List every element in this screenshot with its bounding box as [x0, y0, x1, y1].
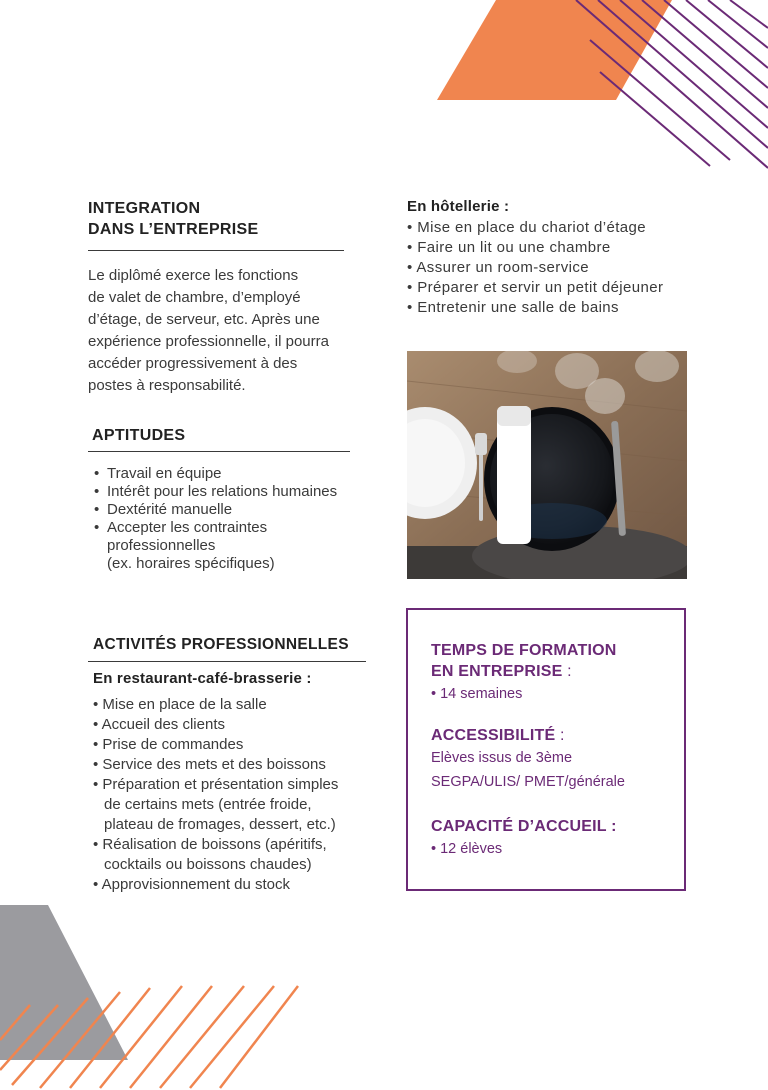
accessibilite-title	[431, 725, 625, 746]
hotellerie-item: • Préparer et servir un petit déjeuner	[407, 279, 664, 296]
temps-formation-title-line2	[431, 661, 617, 682]
integration-title-line1: INTEGRATION	[88, 200, 201, 217]
bottom-left-decoration	[0, 900, 400, 1090]
integration-line: d’étage, de serveur, etc. Après une	[88, 311, 320, 328]
temps-formation-title-line1: TEMPS DE FORMATION	[431, 642, 617, 659]
aptitudes-list	[94, 465, 394, 573]
integration-line: de valet de chambre, d’employé	[88, 289, 301, 306]
accessibilite-title-text: ACCESSIBILITÉ	[431, 727, 556, 744]
formation-info-box	[406, 608, 686, 891]
aptitudes-title: APTITUDES	[92, 427, 186, 444]
restaurant-item: • Approvisionnement du stock	[93, 876, 291, 893]
hotellerie-heading: En hôtellerie :	[407, 198, 510, 215]
aptitude-item: • Intérêt pour les relations humaines	[94, 483, 394, 501]
restaurant-item: • Préparation et présentation simples	[93, 776, 339, 793]
hotellerie-item: • Mise en place du chariot d’étage	[407, 219, 646, 236]
hotellerie-list	[407, 218, 747, 318]
aptitude-item: • Accepter les contraintes	[94, 519, 394, 537]
integration-line: postes à responsabilité.	[88, 377, 246, 394]
integration-rule	[88, 250, 344, 251]
restaurant-item: • Prise de commandes	[93, 736, 244, 753]
restaurant-list	[93, 695, 393, 895]
temps-formation-value: • 14 semaines	[431, 686, 523, 702]
restaurant-item: • Mise en place de la salle	[93, 696, 267, 713]
aptitude-continuation	[94, 537, 394, 573]
table-setting-photo	[407, 351, 687, 579]
temps-formation-block	[431, 640, 617, 706]
integration-line: Le diplômé exerce les fonctions	[88, 267, 299, 284]
hotellerie-item: • Entretenir une salle de bains	[407, 299, 619, 316]
restaurant-heading: En restaurant-café-brasserie :	[93, 670, 312, 687]
restaurant-item: • Accueil des clients	[93, 716, 225, 733]
activites-title: ACTIVITÉS PROFESSIONNELLES	[93, 636, 349, 653]
integration-line: accéder progressivement à des	[88, 355, 298, 372]
temps-formation-title-text: EN ENTREPRISE	[431, 663, 563, 680]
restaurant-item-continuation: cocktails ou boissons chaudes)	[104, 856, 312, 873]
temps-formation-colon: :	[567, 663, 572, 680]
table-setting-illustration	[407, 351, 687, 579]
gray-triangle-shape	[0, 905, 128, 1060]
accessibilite-value-line1: Elèves issus de 3ème	[431, 750, 573, 766]
aptitude-item: • Dextérité manuelle	[94, 501, 394, 519]
hotellerie-item: • Faire un lit ou une chambre	[407, 239, 611, 256]
restaurant-item: • Service des mets et des boissons	[93, 756, 326, 773]
activites-rule	[88, 661, 366, 662]
capacite-title: CAPACITÉ D’ACCUEIL :	[431, 818, 617, 835]
aptitude-continuation-line: professionnelles	[107, 537, 216, 554]
restaurant-item-continuation: plateau de fromages, dessert, etc.)	[104, 816, 336, 833]
capacite-block	[431, 816, 617, 861]
accessibilite-block	[431, 725, 625, 794]
integration-title-line2: DANS L’ENTREPRISE	[88, 221, 259, 238]
integration-paragraph	[88, 265, 378, 397]
capacite-value: • 12 élèves	[431, 841, 503, 857]
accessibilite-value-line2: SEGPA/ULIS/ PMET/générale	[431, 774, 625, 790]
restaurant-item-continuation: de certains mets (entrée froide,	[104, 796, 312, 813]
restaurant-item: • Réalisation de boissons (apéritifs,	[93, 836, 327, 853]
accessibilite-colon: :	[560, 727, 565, 744]
integration-title	[88, 198, 258, 240]
integration-line: expérience professionnelle, il pourra	[88, 333, 329, 350]
aptitudes-rule	[88, 451, 350, 452]
top-right-decoration	[0, 0, 768, 200]
aptitude-continuation-line: (ex. horaires spécifiques)	[107, 555, 275, 572]
hotellerie-item: • Assurer un room-service	[407, 259, 589, 276]
aptitude-item: • Travail en équipe	[94, 465, 394, 483]
